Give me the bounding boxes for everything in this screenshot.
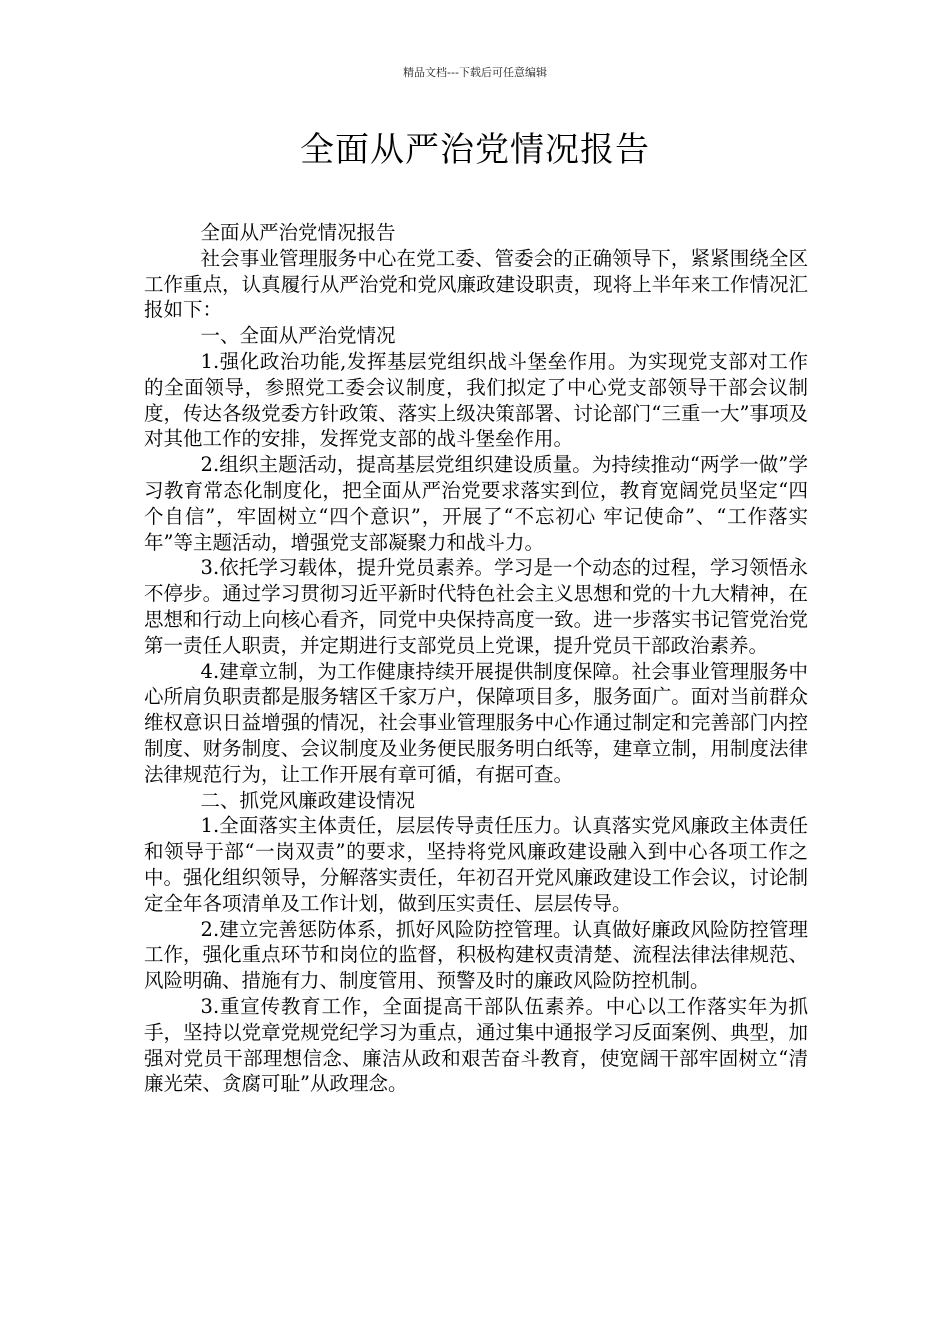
paragraph-report-heading: 全面从严治党情况报告 (200, 221, 396, 244)
document-body (144, 220, 808, 1097)
document-title: 全面从严治党情况报告 (300, 130, 650, 170)
section-heading-2: 二、抓党风廉政建设情况 (200, 788, 416, 812)
paragraph-2-2: 2.建立完善惩防体系，抓好风险防控管理。认真做好廉政风险防控管理工作，强化重点环节和岗位的监督，积极构建权责清楚、流程法律法律规范、风险明确、措施有力、制度管用、预警及时的廉政风险防控机制。 (144, 917, 808, 993)
section-heading-1: 一、全面从严治党情况 (200, 324, 396, 348)
paragraph-1-2: 2.组织主题活动，提高基层党组织建设质量。为持续推动“两学一做”学习教育常态化制度化，把全面从严治党要求落实到位，教育宽阔党员坚定“四个自信”，牢固树立“四个意识”，开展了“不忘初心 牢记使命”、“工作落实年”等主题活动，增强党支部凝聚力和战斗力。 (144, 453, 808, 554)
paragraph-2-1: 1.全面落实主体责任，层层传导责任压力。认真落实党风廉政主体责任和领导于部“一岗双责”的要求，坚持将党风廉政建设融入到中心各项工作之中。强化组织领导，分解落实责任，年初召开党风廉政建设工作会议，讨论制定全年各项清单及工作计划，做到压实责任、层层传导。 (144, 814, 808, 915)
paragraph-intro: 社会事业管理服务中心在党工委、管委会的正确领导下，紧紧围绕全区工作重点，认真履行从严治党和党风廉政建设职责，现将上半年来工作情况汇报如下： (144, 246, 808, 322)
paragraph-2-3: 3.重宣传教育工作，全面提高干部队伍素养。中心以工作落实年为抓手，坚持以党章党规党纪学习为重点，通过集中通报学习反面案例、典型，加强对党员干部理想信念、廉洁从政和艰苦奋斗教育，使宽阔干部牢固树立“清廉光荣、贪腐可耻”从政理念。 (144, 994, 808, 1096)
paragraph-1-4: 4.建章立制，为工作健康持续开展提供制度保障。社会事业管理服务中心所肩负职责都是服务辖区千家万户，保障项目多，服务面广。面对当前群众维权意识日益增强的情况，社会事业管理服务中心作通过制定和完善部门内控制度、财务制度、会议制度及业务便民服务明白纸等，建章立制，用制度法律法律规范行为，让工作开展有章可循，有据可查。 (144, 659, 808, 786)
paragraph-1-3: 3.依托学习载体，提升党员素养。学习是一个动态的过程，学习领悟永不停步。通过学习贯彻习近平新时代特色社会主义思想和党的十九大精神，在思想和行动上向核心看齐，同党中央保持高度一致。进一步落实书记管党治党第一责任人职责，并定期进行支部党员上党课，提升党员干部政治素养。 (144, 556, 808, 657)
page-header-watermark: 精品文档---下载后可任意编辑 (403, 66, 547, 79)
paragraph-1-1: 1.强化政治功能,发挥基层党组织战斗堡垒作用。为实现党支部对工作的全面领导，参照党工委会议制度，我们拟定了中心党支部领导干部会议制度，传达各级党委方针政策、落实上级决策部署、讨论部门“三重一大”事项及对其他工作的安排，发挥党支部的战斗堡垒作用。 (144, 349, 808, 451)
